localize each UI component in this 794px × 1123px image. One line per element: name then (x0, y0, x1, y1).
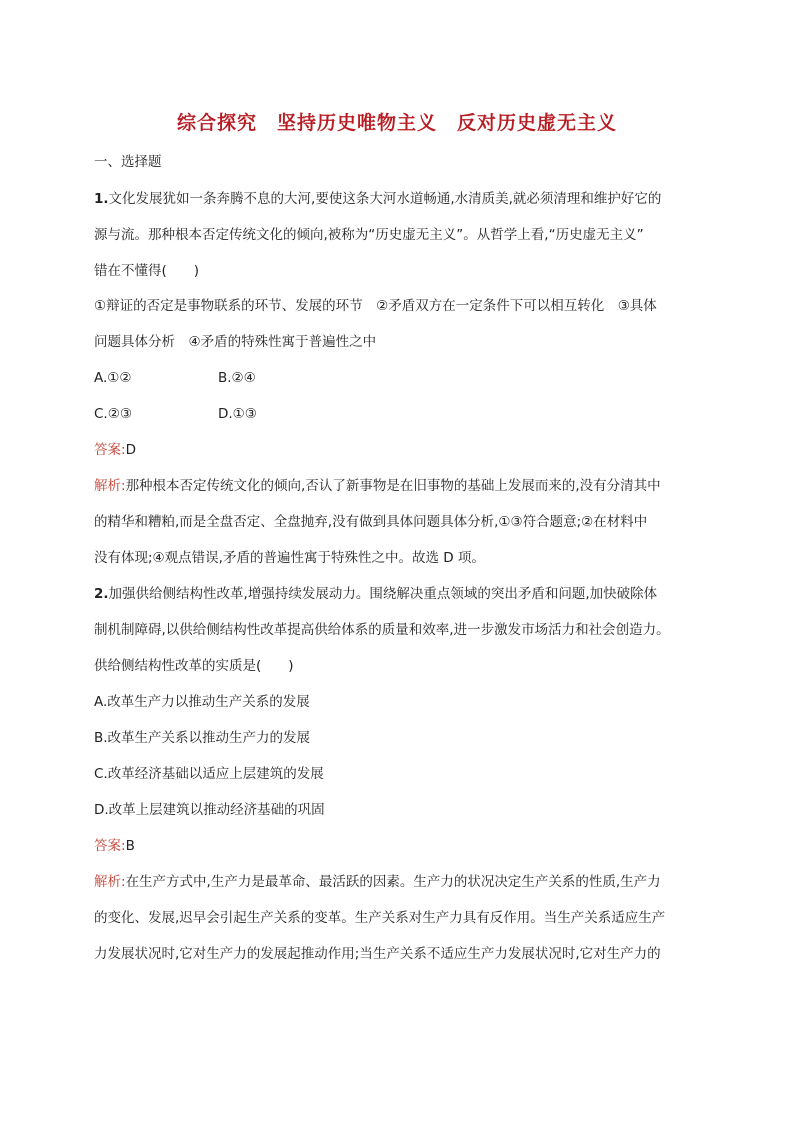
q1-answer-label: 答案: (94, 442, 126, 458)
section-heading: 一、选择题 (94, 154, 162, 170)
q1-option-c: C.②③ (94, 406, 132, 422)
q1-analysis-line-3: 没有体现;④观点错误,矛盾的普遍性寓于特殊性之中。故选 D 项。 (94, 550, 485, 566)
q1-stem-line-3: 错在不懂得( ) (94, 263, 200, 279)
document-title: 综合探究 坚持历史唯物主义 反对历史虚无主义 (176, 112, 617, 134)
q2-number: 2. (94, 586, 109, 602)
q2-analysis-line-3: 力发展状况时,它对生产力的发展起推动作用;当生产关系不适应生产力发展状况时,它对生产力的 (94, 946, 661, 962)
q1-answer-value: D (125, 442, 136, 458)
q1-stem-line-2: 源与流。那种根本否定传统文化的倾向,被称为“历史虚无主义”。从哲学上看,“历史虚无主义” (94, 227, 644, 243)
q1-analysis-line-1 (94, 477, 661, 495)
q1-option-d: D.①③ (218, 406, 257, 422)
q2-analysis-line-1 (94, 873, 661, 891)
q2-answer-label: 答案: (94, 838, 126, 854)
q2-stem-line-3: 供给侧结构性改革的实质是( ) (94, 658, 294, 674)
q1-stem-text-1: 文化发展犹如一条奔腾不息的大河,要使这条大河水道畅通,水清质美,就必须清理和维护好它的 (108, 191, 662, 207)
q1-option-b: B.②④ (218, 370, 256, 386)
q2-analysis-label: 解析: (94, 874, 126, 890)
q2-stem-text-1: 加强供给侧结构性改革,增强持续发展动力。围绕解决重点领域的突出矛盾和问题,加快破除体 (108, 586, 658, 602)
q1-number: 1. (94, 191, 109, 207)
q2-answer-value: B (125, 838, 135, 854)
q2-answer (94, 837, 135, 855)
q1-stem-line-1 (94, 190, 661, 208)
q1-analysis-line-2: 的精华和糟粕,而是全盘否定、全盘抛弃,没有做到具体问题具体分析,①③符合题意;②在材料中 (94, 514, 648, 530)
q2-option-c: C.改革经济基础以适应上层建筑的发展 (94, 766, 324, 782)
q1-analysis-label: 解析: (94, 478, 126, 494)
q2-stem-line-2: 制机制障碍,以供给侧结构性改革提高供给体系的质量和效率,进一步激发市场活力和社会创造力。 (94, 622, 670, 638)
q2-option-d: D.改革上层建筑以推动经济基础的巩固 (94, 802, 325, 818)
q2-stem-line-1 (94, 585, 657, 603)
q1-answer (94, 441, 136, 459)
q2-analysis-text-1: 在生产方式中,生产力是最革命、最活跃的因素。生产力的状况决定生产关系的性质,生产力 (125, 874, 661, 890)
q1-analysis-text-1: 那种根本否定传统文化的倾向,否认了新事物是在旧事物的基础上发展而来的,没有分清其中 (125, 478, 661, 494)
q2-option-a: A.改革生产力以推动生产关系的发展 (94, 694, 310, 710)
q1-option-a: A.①② (94, 370, 132, 386)
q2-analysis-line-2: 的变化、发展,迟早会引起生产关系的变革。生产关系对生产力具有反作用。当生产关系适应生产 (94, 910, 666, 926)
q1-statement-line-2: 问题具体分析 ④矛盾的特殊性寓于普遍性之中 (94, 334, 377, 350)
q2-option-b: B.改革生产关系以推动生产力的发展 (94, 730, 311, 746)
q1-statement-line-1: ①辩证的否定是事物联系的环节、发展的环节 ②矛盾双方在一定条件下可以相互转化 ③具体 (94, 298, 657, 314)
